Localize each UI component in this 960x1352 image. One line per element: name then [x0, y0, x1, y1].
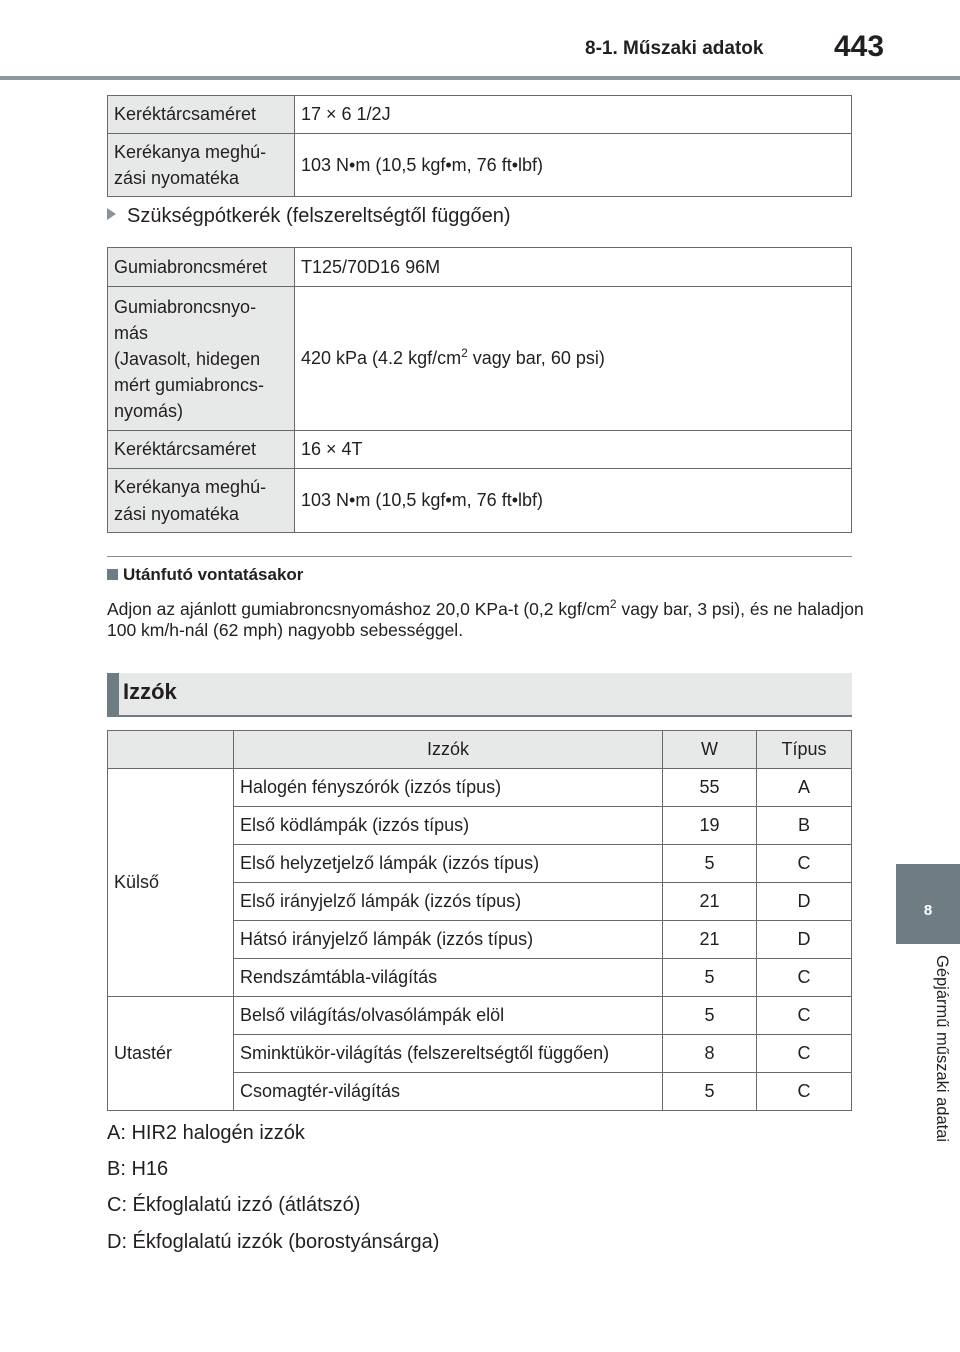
column-header: W: [663, 731, 757, 769]
table-row: [108, 287, 852, 431]
bulb-watt: 19: [663, 807, 757, 845]
spare-wheel-heading: [107, 205, 511, 228]
bulb-name: Első irányjelző lámpák (izzós típus): [234, 883, 663, 921]
bulbs-section-header: [107, 673, 852, 717]
header-rule: [0, 76, 960, 80]
bulb-name: Csomagtér-világítás: [234, 1073, 663, 1111]
bulb-watt: 5: [663, 959, 757, 997]
bulb-name: Hátsó irányjelző lámpák (izzós típus): [234, 921, 663, 959]
row-label: Keréktárcsaméret: [108, 96, 295, 134]
row-label: Keréktárcsaméret: [108, 431, 295, 469]
chapter-tab: [896, 864, 960, 944]
chapter-label: Gépjármű műszaki adatai: [933, 955, 951, 1143]
table-row: [108, 997, 852, 1035]
bulb-watt: 8: [663, 1035, 757, 1073]
bulb-type: C: [757, 997, 852, 1035]
triangle-bullet-icon: [107, 208, 116, 220]
pressure-value-rest: vagy bar, 60 psi): [467, 348, 605, 369]
bulb-name: Sminktükör-világítás (felszereltségtől függően): [234, 1035, 663, 1073]
bulb-watt: 5: [663, 845, 757, 883]
bulb-type: A: [757, 769, 852, 807]
table-row: [108, 469, 852, 533]
section-header-title: 8-1. Műszaki adatok: [585, 38, 764, 59]
divider: [107, 556, 852, 557]
bulb-watt: 21: [663, 883, 757, 921]
group-label: Utastér: [108, 997, 234, 1111]
bulb-watt: 5: [663, 997, 757, 1035]
bulb-name: Rendszámtábla-világítás: [234, 959, 663, 997]
page-number: 443: [834, 30, 885, 63]
row-value: 17 × 6 1/2J: [295, 96, 852, 134]
bulb-type: B: [757, 807, 852, 845]
table-row: [108, 431, 852, 469]
bulb-type: C: [757, 959, 852, 997]
group-label: Külső: [108, 769, 234, 997]
row-value: 103 N•m (10,5 kgf•m, 76 ft•lbf): [295, 469, 852, 533]
table-row: [108, 769, 852, 807]
towing-text: Adjon az ajánlott gumiabroncsnyomáshoz 20,0 KPa-t (0,2 kgf/cm: [107, 598, 610, 619]
bulb-type: C: [757, 1035, 852, 1073]
row-label: Kerékanya meghú- zási nyomatéka: [108, 134, 295, 197]
section-accent: [107, 673, 119, 715]
bulbs-section-title: Izzók: [123, 679, 177, 704]
column-header: [108, 731, 234, 769]
towing-text-rest: vagy bar, 3 psi), és ne haladjon 100 km/h-nál (62 mph) nagyobb sebességgel.: [107, 598, 864, 640]
bulb-type: C: [757, 1073, 852, 1111]
bulb-watt: 5: [663, 1073, 757, 1111]
bulb-type-note: D: Ékfoglalatú izzók (borostyánsárga): [107, 1231, 440, 1253]
chapter-number: 8: [923, 902, 933, 919]
bulb-type-note: C: Ékfoglalatú izzó (átlátszó): [107, 1194, 361, 1216]
row-label: Kerékanya meghú- zási nyomatéka: [108, 469, 295, 533]
column-header: Típus: [757, 731, 852, 769]
pressure-value: 420 kPa (4.2 kgf/cm: [301, 348, 462, 369]
bulb-watt: 55: [663, 769, 757, 807]
table-row: [108, 134, 852, 197]
superscript: 2: [461, 346, 468, 361]
bulbs-table: [107, 730, 852, 1111]
bulb-type-note: B: H16: [107, 1158, 169, 1180]
row-value: [295, 287, 852, 431]
towing-heading-label: Utánfutó vontatásakor: [123, 565, 304, 584]
row-value: 16 × 4T: [295, 431, 852, 469]
bulb-watt: 21: [663, 921, 757, 959]
table-row: [108, 96, 852, 134]
superscript: 2: [609, 597, 617, 611]
bulb-name: Belső világítás/olvasólámpák elöl: [234, 997, 663, 1035]
table-header-row: [108, 731, 852, 769]
row-label: Gumiabroncsnyo- más (Javasolt, hidegen mért gumiabroncs- nyomás): [108, 287, 295, 431]
bulb-name: Első ködlámpák (izzós típus): [234, 807, 663, 845]
spare-wheel-label: Szükségpótkerék (felszereltségtől függően): [127, 205, 511, 227]
bulb-type-note: A: HIR2 halogén izzók: [107, 1122, 305, 1144]
square-bullet-icon: [107, 569, 118, 580]
row-label: Gumiabroncsméret: [108, 248, 295, 287]
row-value: T125/70D16 96M: [295, 248, 852, 287]
table-row: [108, 248, 852, 287]
wheel-spec-table: [107, 95, 852, 197]
spare-wheel-table: [107, 247, 852, 533]
bulb-type: D: [757, 883, 852, 921]
bulb-name: Halogén fényszórók (izzós típus): [234, 769, 663, 807]
bulb-name: Első helyzetjelző lámpák (izzós típus): [234, 845, 663, 883]
towing-paragraph: [107, 594, 867, 641]
bulb-type: C: [757, 845, 852, 883]
towing-heading: [107, 565, 303, 585]
bulb-type: D: [757, 921, 852, 959]
row-value: 103 N•m (10,5 kgf•m, 76 ft•lbf): [295, 134, 852, 197]
column-header: Izzók: [234, 731, 663, 769]
